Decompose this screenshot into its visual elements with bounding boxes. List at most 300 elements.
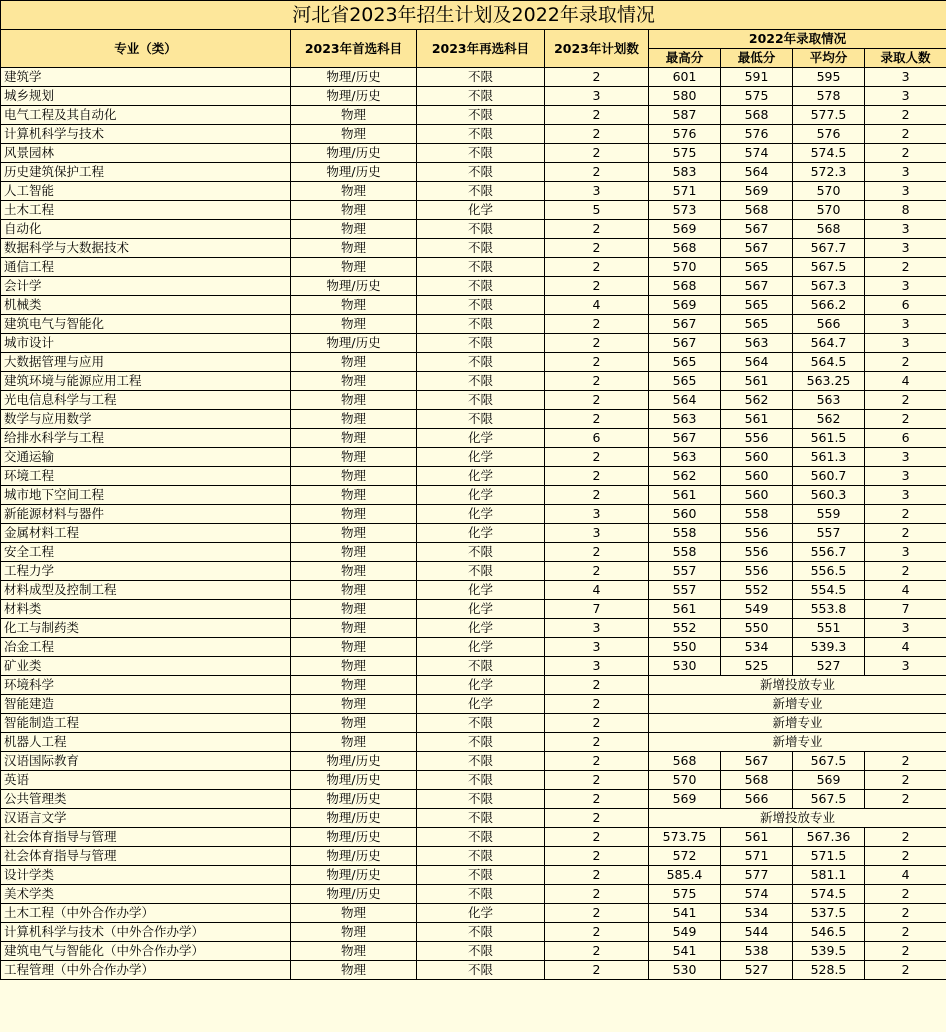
plan-cell: 3 [545, 505, 649, 524]
table-row [1, 638, 946, 657]
plan-cell: 2 [545, 733, 649, 752]
table-row [1, 505, 946, 524]
count-cell: 2 [865, 391, 946, 410]
plan-cell: 2 [545, 448, 649, 467]
count-cell: 4 [865, 581, 946, 600]
plan-cell: 2 [545, 562, 649, 581]
major-name-cell: 化工与制药类 [1, 619, 291, 638]
second-subject-cell: 不限 [417, 87, 545, 106]
avg-score-cell: 561.3 [793, 448, 865, 467]
second-subject-cell: 不限 [417, 163, 545, 182]
first-subject-cell: 物理 [291, 543, 417, 562]
second-subject-cell: 不限 [417, 296, 545, 315]
major-name-cell: 环境科学 [1, 676, 291, 695]
max-score-cell: 572 [649, 847, 721, 866]
avg-score-cell: 564.5 [793, 353, 865, 372]
major-name-cell: 历史建筑保护工程 [1, 163, 291, 182]
max-score-cell: 549 [649, 923, 721, 942]
major-name-cell: 城市设计 [1, 334, 291, 353]
first-subject-cell: 物理 [291, 562, 417, 581]
count-cell: 3 [865, 486, 946, 505]
first-subject-cell: 物理/历史 [291, 277, 417, 296]
count-cell: 3 [865, 163, 946, 182]
max-score-cell: 565 [649, 372, 721, 391]
min-score-cell: 560 [721, 448, 793, 467]
plan-cell: 2 [545, 771, 649, 790]
major-name-cell: 计算机科学与技术（中外合作办学） [1, 923, 291, 942]
plan-cell: 2 [545, 695, 649, 714]
major-name-cell: 汉语言文学 [1, 809, 291, 828]
plan-cell: 2 [545, 144, 649, 163]
min-score-cell: 538 [721, 942, 793, 961]
major-name-cell: 社会体育指导与管理 [1, 828, 291, 847]
avg-score-cell: 564.7 [793, 334, 865, 353]
max-score-cell: 561 [649, 600, 721, 619]
min-score-cell: 552 [721, 581, 793, 600]
count-cell: 4 [865, 638, 946, 657]
major-name-cell: 新能源材料与器件 [1, 505, 291, 524]
major-name-cell: 建筑电气与智能化 [1, 315, 291, 334]
second-subject-cell: 化学 [417, 600, 545, 619]
table-row [1, 410, 946, 429]
avg-score-cell: 560.3 [793, 486, 865, 505]
first-subject-cell: 物理 [291, 429, 417, 448]
table-row [1, 296, 946, 315]
first-subject-cell: 物理 [291, 182, 417, 201]
first-subject-cell: 物理 [291, 904, 417, 923]
table-row [1, 467, 946, 486]
min-score-cell: 577 [721, 866, 793, 885]
count-cell: 4 [865, 372, 946, 391]
second-subject-cell: 不限 [417, 790, 545, 809]
second-subject-cell: 不限 [417, 391, 545, 410]
count-cell: 2 [865, 904, 946, 923]
min-score-cell: 568 [721, 771, 793, 790]
second-subject-cell: 化学 [417, 486, 545, 505]
second-subject-cell: 不限 [417, 714, 545, 733]
max-score-cell: 530 [649, 961, 721, 980]
plan-cell: 3 [545, 87, 649, 106]
avg-score-cell: 537.5 [793, 904, 865, 923]
major-name-cell: 社会体育指导与管理 [1, 847, 291, 866]
major-name-cell: 安全工程 [1, 543, 291, 562]
major-name-cell: 计算机科学与技术 [1, 125, 291, 144]
min-score-cell: 568 [721, 106, 793, 125]
count-cell: 4 [865, 866, 946, 885]
avg-score-cell: 566 [793, 315, 865, 334]
major-name-cell: 电气工程及其自动化 [1, 106, 291, 125]
first-subject-cell: 物理 [291, 657, 417, 676]
table-row [1, 353, 946, 372]
table-row [1, 904, 946, 923]
second-subject-cell: 不限 [417, 733, 545, 752]
major-name-cell: 智能制造工程 [1, 714, 291, 733]
count-cell: 3 [865, 220, 946, 239]
max-score-cell: 580 [649, 87, 721, 106]
first-subject-cell: 物理 [291, 353, 417, 372]
major-name-cell: 光电信息科学与工程 [1, 391, 291, 410]
avg-score-cell: 572.3 [793, 163, 865, 182]
major-name-cell: 机器人工程 [1, 733, 291, 752]
second-subject-cell: 不限 [417, 106, 545, 125]
plan-cell: 2 [545, 391, 649, 410]
major-name-cell: 土木工程（中外合作办学） [1, 904, 291, 923]
plan-cell: 2 [545, 410, 649, 429]
count-cell: 3 [865, 467, 946, 486]
avg-score-cell: 576 [793, 125, 865, 144]
major-name-cell: 给排水科学与工程 [1, 429, 291, 448]
plan-cell: 2 [545, 163, 649, 182]
avg-score-cell: 569 [793, 771, 865, 790]
max-score-cell: 601 [649, 68, 721, 87]
max-score-cell: 557 [649, 581, 721, 600]
plan-cell: 2 [545, 467, 649, 486]
max-score-cell: 560 [649, 505, 721, 524]
major-name-cell: 工程管理（中外合作办学） [1, 961, 291, 980]
table-row [1, 125, 946, 144]
count-cell: 3 [865, 619, 946, 638]
table-row [1, 923, 946, 942]
first-subject-cell: 物理/历史 [291, 87, 417, 106]
avg-score-cell: 539.3 [793, 638, 865, 657]
max-score-cell: 575 [649, 144, 721, 163]
first-subject-cell: 物理 [291, 733, 417, 752]
plan-cell: 7 [545, 600, 649, 619]
count-cell: 2 [865, 125, 946, 144]
second-subject-cell: 化学 [417, 429, 545, 448]
second-subject-cell: 不限 [417, 334, 545, 353]
table-row [1, 866, 946, 885]
plan-cell: 2 [545, 543, 649, 562]
major-name-cell: 城市地下空间工程 [1, 486, 291, 505]
first-subject-cell: 物理/历史 [291, 68, 417, 87]
min-score-cell: 574 [721, 885, 793, 904]
min-score-cell: 549 [721, 600, 793, 619]
min-score-cell: 527 [721, 961, 793, 980]
first-subject-cell: 物理/历史 [291, 334, 417, 353]
min-score-cell: 564 [721, 353, 793, 372]
table-row [1, 182, 946, 201]
second-subject-cell: 化学 [417, 524, 545, 543]
second-subject-cell: 不限 [417, 372, 545, 391]
min-score-cell: 563 [721, 334, 793, 353]
second-subject-cell: 化学 [417, 619, 545, 638]
second-subject-cell: 不限 [417, 866, 545, 885]
max-score-cell: 573 [649, 201, 721, 220]
table-row [1, 847, 946, 866]
plan-cell: 4 [545, 581, 649, 600]
avg-score-cell: 556.5 [793, 562, 865, 581]
major-name-cell: 建筑学 [1, 68, 291, 87]
first-subject-cell: 物理/历史 [291, 771, 417, 790]
avg-score-cell: 554.5 [793, 581, 865, 600]
min-score-cell: 567 [721, 277, 793, 296]
second-subject-cell: 不限 [417, 828, 545, 847]
max-score-cell: 563 [649, 410, 721, 429]
major-name-cell: 自动化 [1, 220, 291, 239]
min-score-cell: 556 [721, 562, 793, 581]
max-score-cell: 550 [649, 638, 721, 657]
min-score-cell: 561 [721, 828, 793, 847]
avg-score-cell: 551 [793, 619, 865, 638]
header-second-subject: 2023年再选科目 [417, 30, 545, 68]
min-score-cell: 556 [721, 429, 793, 448]
table-body [1, 68, 946, 980]
second-subject-cell: 化学 [417, 904, 545, 923]
plan-cell: 2 [545, 904, 649, 923]
plan-cell: 2 [545, 334, 649, 353]
page-title: 河北省2023年招生计划及2022年录取情况 [1, 1, 946, 30]
min-score-cell: 556 [721, 524, 793, 543]
table-row [1, 239, 946, 258]
first-subject-cell: 物理 [291, 391, 417, 410]
second-subject-cell: 化学 [417, 505, 545, 524]
table-row [1, 600, 946, 619]
min-score-cell: 525 [721, 657, 793, 676]
min-score-cell: 567 [721, 239, 793, 258]
count-cell: 2 [865, 353, 946, 372]
max-score-cell: 558 [649, 543, 721, 562]
max-score-cell: 571 [649, 182, 721, 201]
second-subject-cell: 不限 [417, 961, 545, 980]
count-cell: 2 [865, 258, 946, 277]
plan-cell: 2 [545, 277, 649, 296]
second-subject-cell: 化学 [417, 201, 545, 220]
major-name-cell: 大数据管理与应用 [1, 353, 291, 372]
first-subject-cell: 物理 [291, 676, 417, 695]
max-score-cell: 576 [649, 125, 721, 144]
max-score-cell: 587 [649, 106, 721, 125]
first-subject-cell: 物理/历史 [291, 866, 417, 885]
note-cell: 新增投放专业 [649, 676, 946, 695]
second-subject-cell: 不限 [417, 239, 545, 258]
avg-score-cell: 567.5 [793, 790, 865, 809]
max-score-cell: 567 [649, 429, 721, 448]
second-subject-cell: 不限 [417, 410, 545, 429]
major-name-cell: 数学与应用数学 [1, 410, 291, 429]
avg-score-cell: 581.1 [793, 866, 865, 885]
plan-cell: 2 [545, 125, 649, 144]
table-row [1, 372, 946, 391]
header-first-subject: 2023年首选科目 [291, 30, 417, 68]
major-name-cell: 土木工程 [1, 201, 291, 220]
major-name-cell: 城乡规划 [1, 87, 291, 106]
major-name-cell: 冶金工程 [1, 638, 291, 657]
plan-cell: 2 [545, 676, 649, 695]
min-score-cell: 568 [721, 201, 793, 220]
second-subject-cell: 不限 [417, 182, 545, 201]
first-subject-cell: 物理 [291, 296, 417, 315]
first-subject-cell: 物理 [291, 201, 417, 220]
min-score-cell: 576 [721, 125, 793, 144]
avg-score-cell: 561.5 [793, 429, 865, 448]
avg-score-cell: 567.5 [793, 752, 865, 771]
first-subject-cell: 物理/历史 [291, 828, 417, 847]
plan-cell: 3 [545, 657, 649, 676]
table-row [1, 429, 946, 448]
plan-cell: 2 [545, 714, 649, 733]
major-name-cell: 交通运输 [1, 448, 291, 467]
table-row [1, 581, 946, 600]
max-score-cell: 568 [649, 239, 721, 258]
avg-score-cell: 567.5 [793, 258, 865, 277]
first-subject-cell: 物理 [291, 942, 417, 961]
avg-score-cell: 560.7 [793, 467, 865, 486]
count-cell: 2 [865, 106, 946, 125]
second-subject-cell: 不限 [417, 277, 545, 296]
avg-score-cell: 528.5 [793, 961, 865, 980]
count-cell: 7 [865, 600, 946, 619]
table-row [1, 68, 946, 87]
first-subject-cell: 物理/历史 [291, 752, 417, 771]
count-cell: 2 [865, 885, 946, 904]
table-row [1, 448, 946, 467]
second-subject-cell: 不限 [417, 942, 545, 961]
max-score-cell: 585.4 [649, 866, 721, 885]
table-row [1, 524, 946, 543]
min-score-cell: 565 [721, 315, 793, 334]
table-row [1, 752, 946, 771]
avg-score-cell: 563 [793, 391, 865, 410]
min-score-cell: 567 [721, 220, 793, 239]
count-cell: 2 [865, 505, 946, 524]
min-score-cell: 534 [721, 904, 793, 923]
second-subject-cell: 不限 [417, 220, 545, 239]
plan-cell: 3 [545, 638, 649, 657]
second-subject-cell: 化学 [417, 695, 545, 714]
header-plan: 2023年计划数 [545, 30, 649, 68]
plan-cell: 2 [545, 353, 649, 372]
min-score-cell: 567 [721, 752, 793, 771]
table-row [1, 657, 946, 676]
major-name-cell: 机械类 [1, 296, 291, 315]
header-max: 最高分 [649, 49, 721, 68]
second-subject-cell: 不限 [417, 885, 545, 904]
header-min: 最低分 [721, 49, 793, 68]
major-name-cell: 设计学类 [1, 866, 291, 885]
second-subject-cell: 不限 [417, 809, 545, 828]
avg-score-cell: 566.2 [793, 296, 865, 315]
header-avg: 平均分 [793, 49, 865, 68]
plan-cell: 4 [545, 296, 649, 315]
table-row [1, 315, 946, 334]
major-name-cell: 数据科学与大数据技术 [1, 239, 291, 258]
first-subject-cell: 物理 [291, 581, 417, 600]
plan-cell: 2 [545, 923, 649, 942]
second-subject-cell: 化学 [417, 581, 545, 600]
plan-cell: 2 [545, 372, 649, 391]
second-subject-cell: 不限 [417, 353, 545, 372]
table-row [1, 562, 946, 581]
count-cell: 3 [865, 239, 946, 258]
count-cell: 2 [865, 410, 946, 429]
major-name-cell: 材料成型及控制工程 [1, 581, 291, 600]
second-subject-cell: 不限 [417, 543, 545, 562]
second-subject-cell: 不限 [417, 657, 545, 676]
avg-score-cell: 578 [793, 87, 865, 106]
second-subject-cell: 化学 [417, 448, 545, 467]
table-row [1, 695, 946, 714]
max-score-cell: 530 [649, 657, 721, 676]
first-subject-cell: 物理 [291, 315, 417, 334]
count-cell: 2 [865, 828, 946, 847]
second-subject-cell: 不限 [417, 258, 545, 277]
max-score-cell: 570 [649, 258, 721, 277]
table-row [1, 961, 946, 980]
max-score-cell: 573.75 [649, 828, 721, 847]
avg-score-cell: 527 [793, 657, 865, 676]
major-name-cell: 会计学 [1, 277, 291, 296]
min-score-cell: 565 [721, 258, 793, 277]
max-score-cell: 583 [649, 163, 721, 182]
major-name-cell: 美术学类 [1, 885, 291, 904]
count-cell: 3 [865, 657, 946, 676]
count-cell: 2 [865, 771, 946, 790]
table-row [1, 676, 946, 695]
count-cell: 2 [865, 961, 946, 980]
second-subject-cell: 不限 [417, 923, 545, 942]
plan-cell: 2 [545, 790, 649, 809]
table-row [1, 220, 946, 239]
table-row [1, 277, 946, 296]
count-cell: 3 [865, 182, 946, 201]
first-subject-cell: 物理 [291, 524, 417, 543]
avg-score-cell: 562 [793, 410, 865, 429]
plan-cell: 6 [545, 429, 649, 448]
first-subject-cell: 物理 [291, 372, 417, 391]
count-cell: 8 [865, 201, 946, 220]
first-subject-cell: 物理 [291, 714, 417, 733]
first-subject-cell: 物理 [291, 961, 417, 980]
min-score-cell: 558 [721, 505, 793, 524]
second-subject-cell: 化学 [417, 676, 545, 695]
min-score-cell: 565 [721, 296, 793, 315]
avg-score-cell: 571.5 [793, 847, 865, 866]
max-score-cell: 558 [649, 524, 721, 543]
major-name-cell: 英语 [1, 771, 291, 790]
min-score-cell: 556 [721, 543, 793, 562]
table-row [1, 144, 946, 163]
table-row [1, 106, 946, 125]
note-cell: 新增投放专业 [649, 809, 946, 828]
major-name-cell: 建筑电气与智能化（中外合作办学） [1, 942, 291, 961]
first-subject-cell: 物理 [291, 467, 417, 486]
plan-cell: 2 [545, 942, 649, 961]
plan-cell: 2 [545, 220, 649, 239]
title-row [1, 1, 946, 30]
count-cell: 2 [865, 942, 946, 961]
min-score-cell: 561 [721, 410, 793, 429]
count-cell: 3 [865, 448, 946, 467]
plan-cell: 2 [545, 752, 649, 771]
first-subject-cell: 物理 [291, 638, 417, 657]
first-subject-cell: 物理 [291, 258, 417, 277]
first-subject-cell: 物理 [291, 600, 417, 619]
min-score-cell: 561 [721, 372, 793, 391]
max-score-cell: 562 [649, 467, 721, 486]
first-subject-cell: 物理/历史 [291, 809, 417, 828]
count-cell: 3 [865, 277, 946, 296]
max-score-cell: 575 [649, 885, 721, 904]
major-name-cell: 环境工程 [1, 467, 291, 486]
min-score-cell: 560 [721, 486, 793, 505]
table-row [1, 771, 946, 790]
first-subject-cell: 物理 [291, 486, 417, 505]
count-cell: 2 [865, 790, 946, 809]
plan-cell: 2 [545, 828, 649, 847]
min-score-cell: 574 [721, 144, 793, 163]
second-subject-cell: 化学 [417, 467, 545, 486]
